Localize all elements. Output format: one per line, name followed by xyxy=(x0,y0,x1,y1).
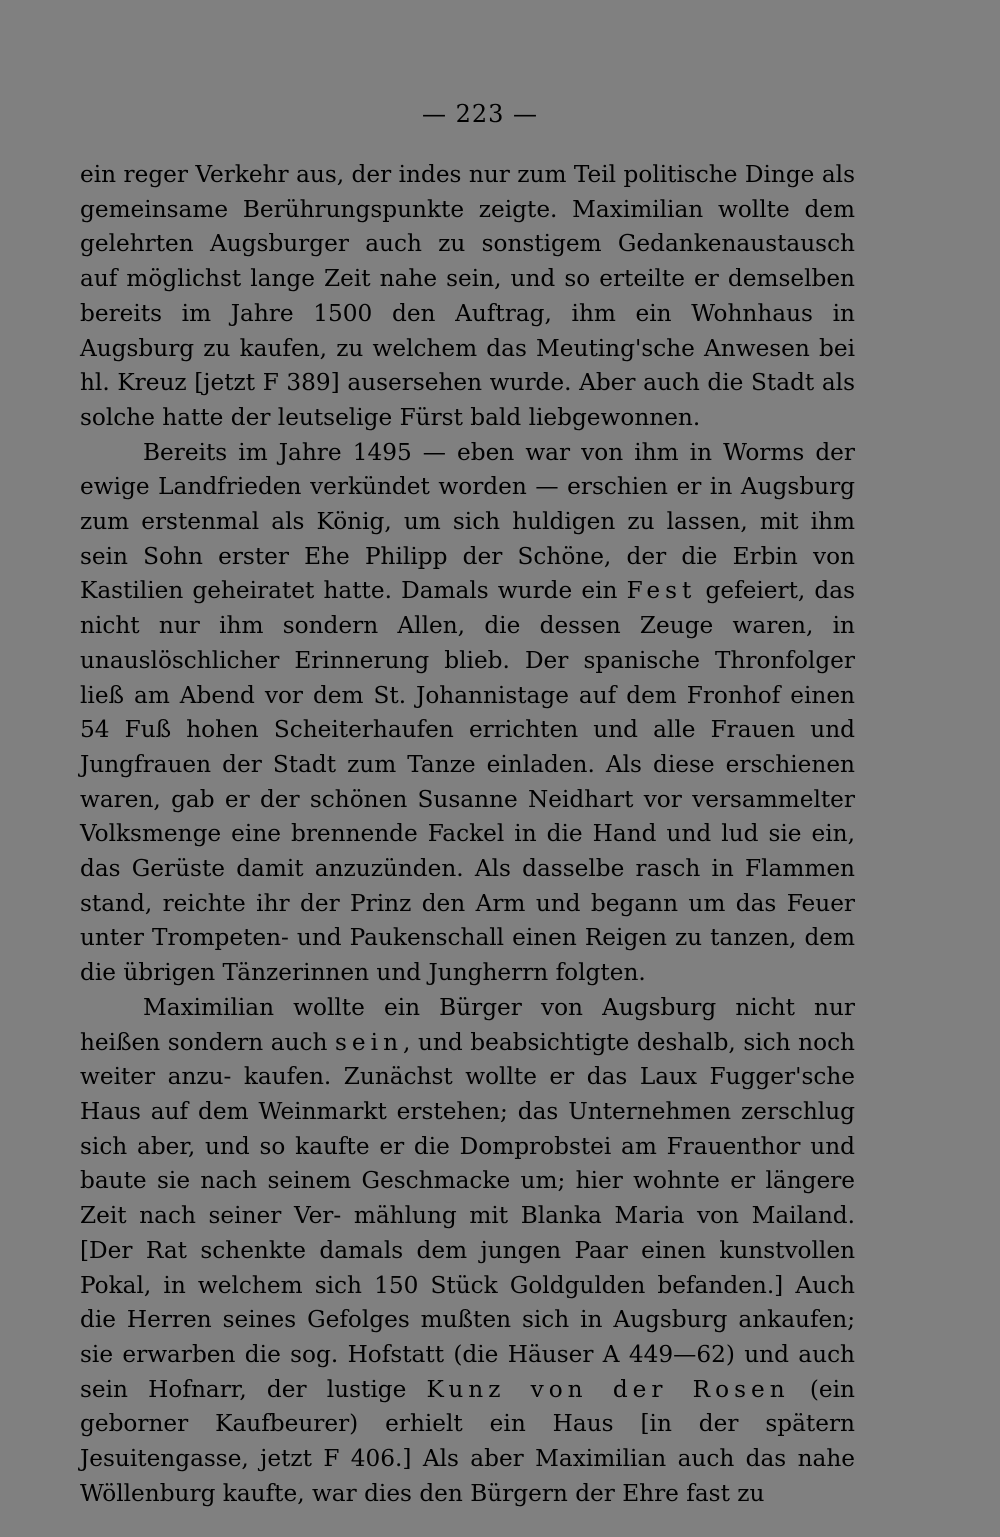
text-run: gefeiert, das nicht nur ihm sondern Allen, die dessen Zeuge waren, in unauslöschlicher Erinnerung blieb. Der spanische Thronfolger ließ am Abend vor dem St. Johannistage auf dem Fronhof einen 54 Fuß hohen Scheiterhaufen errichten und alle Frauen und Jungfrauen der Stadt zum Tanze einladen. Als diese erschienen waren, gab er der schönen Susanne Neidhart vor versammelter Volksmenge eine brennende Fackel in die Hand und lud sie ein, das Gerüste damit anzuzünden. Als dasselbe rasch in Flammen stand, reichte ihr der Prinz den Arm und begann um das Feuer unter Trompeten- und Paukenschall einen Reigen zu tanzen, dem die übrigen Tänzerinnen und Jungherrn folgten. xyxy=(80,577,855,987)
page-number: — 223 — xyxy=(421,100,539,128)
emphasized-text: Fest xyxy=(626,577,697,605)
paragraph-2 xyxy=(80,436,855,991)
paragraph-1 xyxy=(80,158,855,436)
paragraph-3 xyxy=(80,991,855,1512)
text-run: , und beabsichtigte deshalb, sich noch weiter anzu- kaufen. Zunächst wollte er das Laux Fugger'sche Haus auf dem Weinmarkt erstehen; das Unternehmen zerschlug sich aber, und so kaufte er die Domprobstei am Frauenthor und baute sie nach seinem Geschmacke um; hier wohnte er längere Zeit nach seiner Ver- mählung mit Blanka Maria von Mailand. [Der Rat schenkte damals dem jungen Paar einen kunstvollen Pokal, in welchem sich 150 Stück Goldgulden befanden.] Auch die Herren seines Gefolges mußten sich in Augsburg ankaufen; sie erwarben die sog. Hofstatt (die Häuser A 449—62) und auch sein Hofnarr, der lustige xyxy=(80,1028,855,1403)
text-run: Maximilian wollte ein Bürger von Augsburg nicht nur heißen sondern auch xyxy=(80,993,855,1056)
book-page xyxy=(80,100,855,1511)
text-run: ein reger Verkehr aus, der indes nur zum Teil politische Dinge als gemeinsame Berührungspunkte zeigte. Maximilian wollte dem gelehrten Augsburger auch zu sonstigem Gedankenaustausch auf möglichst lange Zeit nahe sein, und so erteilte er demselben bereits im Jahre 1500 den Auftrag, ihm ein Wohnhaus in Augsburg zu kaufen, zu welchem das Meuting'sche Anwesen bei hl. Kreuz [jetzt F 389] ausersehen wurde. Aber auch die Stadt als solche hatte der leutselige Fürst bald liebgewonnen. xyxy=(80,161,855,431)
emphasized-text: sein xyxy=(335,1028,404,1056)
text-run: (ein geborner Kaufbeurer) erhielt ein Haus [in der spätern Jesuitengasse, jetzt F 406.] Als aber Maximilian auch das nahe Wöllenburg kaufte, war dies den Bürgern der Ehre fast zu xyxy=(80,1375,855,1507)
emphasized-name: Kunz von der Rosen xyxy=(426,1375,790,1403)
text-run: Bereits im Jahre 1495 — eben war von ihm in Worms der ewige Landfrieden verkündet worden — erschien er in Augsburg zum erstenmal als König, um sich huldigen zu lassen, mit ihm sein Sohn erster Ehe Philipp der Schöne, der die Erbin von Kastilien geheiratet hatte. Damals wurde ein xyxy=(80,438,855,605)
